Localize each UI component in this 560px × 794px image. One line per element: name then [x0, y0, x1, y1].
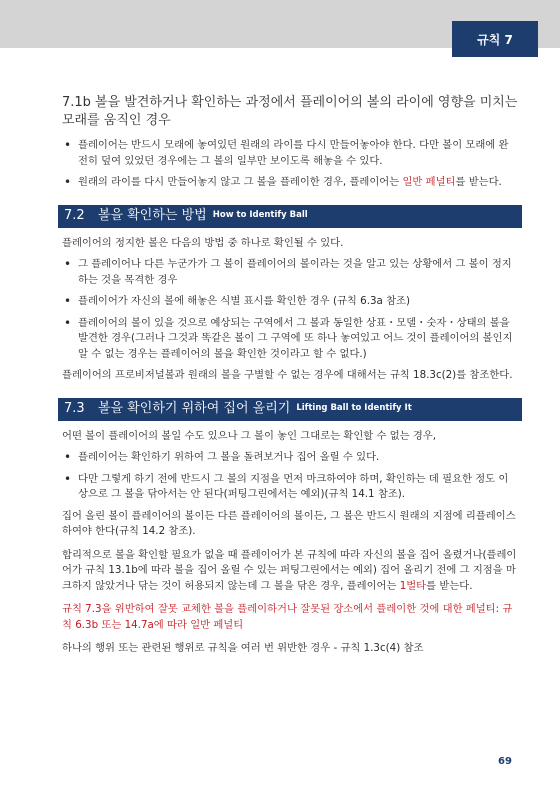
penalty-text: 일반 페널티 [402, 176, 456, 188]
section-header-7-2 [58, 205, 522, 228]
paragraph: 플레이어의 프로비저널볼과 원래의 볼을 구별할 수 없는 경우에 대해서는 규칙 18.3c(2)를 참조한다. [62, 369, 513, 381]
subsection-heading-7-1b: 7.1b 볼을 발견하거나 확인하는 과정에서 플레이어의 볼의 라이에 영향을 미치는 모래를 움직인 경우 [62, 95, 518, 128]
paragraph [62, 548, 518, 595]
section-intro: 어떤 볼이 플레이어의 볼일 수도 있으나 그 볼이 놓인 그대로는 확인할 수 없는 경우, [62, 429, 437, 442]
section-title: 볼을 확인하기 위하여 집어 올리기 [98, 401, 291, 417]
section-number: 7.2 [64, 208, 85, 224]
penalty-statement: 규칙 7.3을 위반하여 잘못 교체한 볼을 플레이하거나 잘못된 장소에서 플레이한 것에 대한 페널티: 규칙 6.3b 또는 14.7a에 따라 일반 페널티 [62, 603, 513, 631]
section-title-en: How to Identify Ball [212, 210, 308, 221]
multiple-breach-note: 하나의 행위 또는 관련된 행위로 규칙을 여러 번 위반한 경우 - 규칙 1.3c(4) 참조 [62, 642, 424, 654]
page-content [62, 94, 518, 665]
list-item: • 그 플레이어나 다른 누군가가 그 볼이 플레이어의 볼이라는 것을 알고 있는 상황에서 그 볼이 정지하는 것을 목격한 경우 [62, 257, 518, 288]
bullet-text: 를 받는다. [455, 176, 502, 188]
list-item [62, 175, 518, 191]
list-item: • 플레이어가 자신의 볼에 해놓은 식별 표시를 확인한 경우 (규칙 6.3a 참조) [62, 294, 518, 310]
section-title-en: Lifting Ball to Identify It [296, 403, 412, 414]
list-item: • 다만 그렇게 하기 전에 반드시 그 볼의 지점을 먼저 마크하여야 하며, 확인하는 데 필요한 정도 이상으로 그 볼을 닦아서는 안 된다(퍼팅그린에서는 예외)(규칙 14.1 참조). [62, 472, 518, 503]
paragraph-text: 합리적으로 볼을 확인할 필요가 없을 때 플레이어가 본 규칙에 따라 자신의 볼을 집어 올렸거나(플레이어가 규칙 13.1b에 따라 볼을 집어 올릴 수 있는 퍼팅그린에서는 예외) 집어 올리기 전에 그 지점을 마크하지 않았거나 닦는 것이 허용되지 않는데 그 볼을 닦은 경우, 플레이어는 [62, 548, 517, 592]
page-number: 69 [498, 756, 512, 767]
section-intro: 플레이어의 정지한 볼은 다음의 방법 중 하나로 확인될 수 있다. [62, 236, 344, 249]
list-item: • 플레이어는 반드시 모래에 놓여있던 원래의 라이를 다시 만들어놓아야 한다. 다만 볼이 모래에 완전히 덮여 있었던 경우에는 그 볼의 일부만 보이도록 해놓을 수 있다. [62, 138, 518, 169]
section-header-7-3 [58, 398, 522, 421]
section-number: 7.3 [64, 401, 85, 417]
paragraph: 집어 올린 볼이 플레이어의 볼이든 다른 플레이어의 볼이든, 그 볼은 반드시 원래의 지점에 리플레이스하여야 한다(규칙 14.2 참조). [62, 509, 516, 537]
paragraph-text: 를 받는다. [426, 579, 473, 592]
list-item: • 플레이어는 확인하기 위하여 그 볼을 돌려보거나 집어 올릴 수 있다. [62, 450, 518, 466]
penalty-text: 1벌타 [399, 579, 427, 592]
rule-tab-label: 규칙 7 [477, 32, 513, 47]
section-title: 볼을 확인하는 방법 [98, 208, 207, 224]
list-item: • 플레이어의 볼이 있을 것으로 예상되는 구역에서 그 볼과 동일한 상표・모델・숫자・상태의 볼을 발견한 경우(그러나 그것과 똑같은 볼이 그 구역에 또 하나 놓여있고 어느 것이 플레이어의 볼인지 알 수 없는 경우는 플레이어의 볼을 확인한 것이라고 할 수 없다.) [62, 316, 518, 363]
rule-tab [452, 21, 538, 57]
bullet-text: 원래의 라이를 다시 만들어놓지 않고 그 볼을 플레이한 경우, 플레이어는 [78, 176, 403, 188]
